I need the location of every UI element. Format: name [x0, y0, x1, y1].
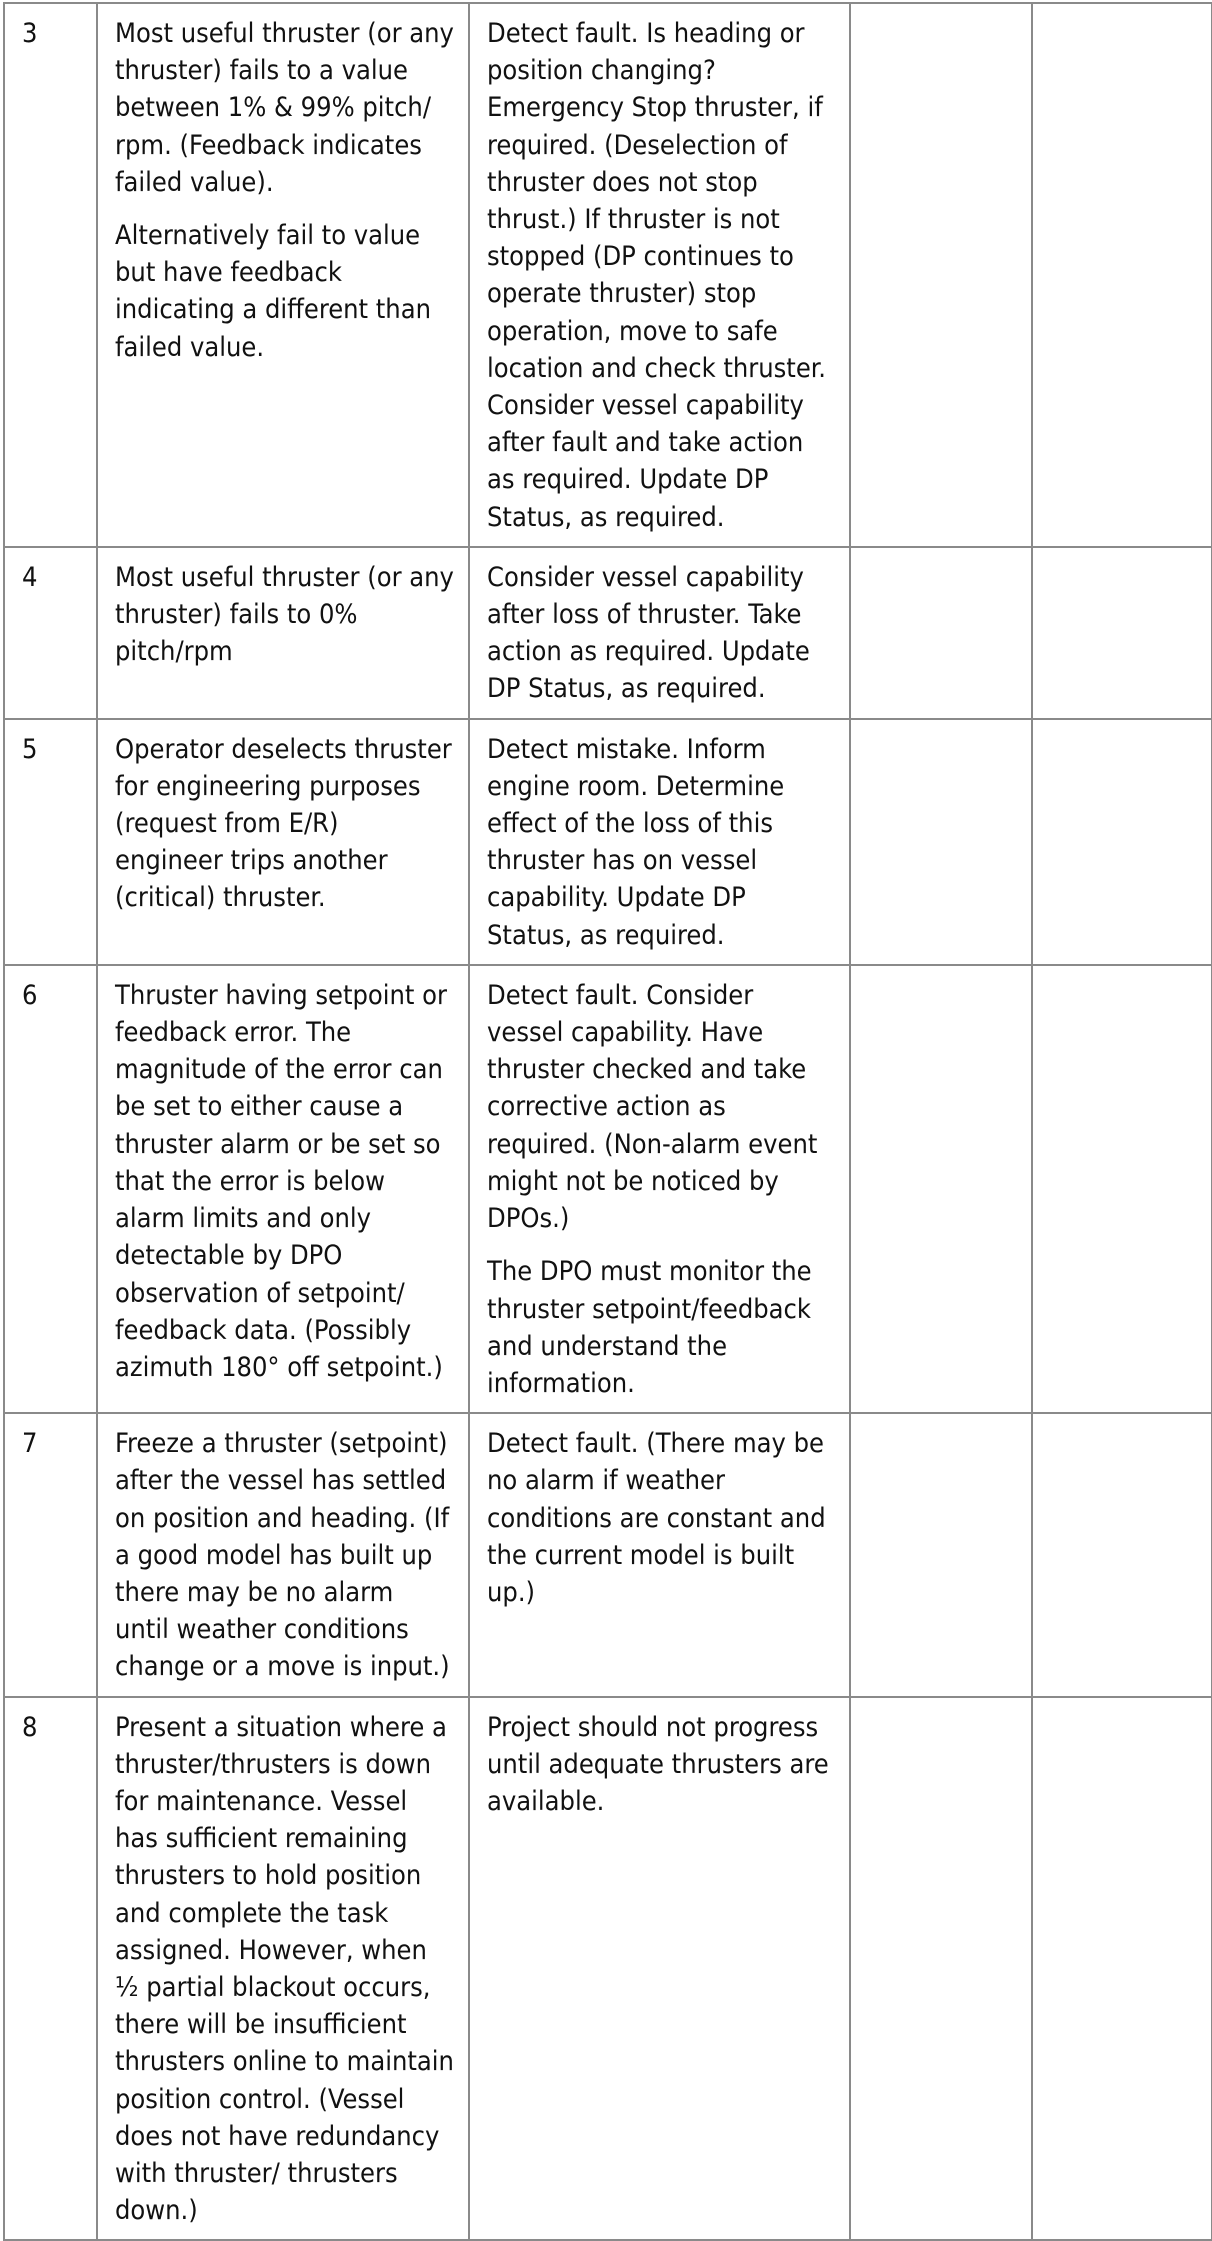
expected-action [469, 3, 850, 547]
table-row [4, 1413, 1212, 1696]
action-paragraph: Detect fault. Is heading or position changing? Emergency Stop thruster, if required. (Deselection of thruster does not stop thrust.) If thruster is not stopped (DP continues to operate thruster) stop operation, move to safe location and check thruster. Consider vessel capability after fault and take action as required. Update DP Status, as required. [487, 18, 826, 533]
description-paragraph: Freeze a thruster (setpoint) after the vessel has settled on position and heading. (If a good model has built up there may be no alarm until weather conditions change or a move is input.) [115, 1428, 450, 1683]
table-row [4, 719, 1212, 965]
empty-cell [1032, 719, 1212, 965]
description-paragraph: Alternatively fail to value but have feedback indicating a different than failed value. [115, 220, 431, 363]
empty-cell [1032, 547, 1212, 719]
action-paragraph: Detect fault. (There may be no alarm if weather conditions are constant and the current model is built up.) [487, 1428, 826, 1608]
action-paragraph: Detect fault. Consider vessel capability. Have thruster checked and take corrective action as required. (Non-alarm event might not be noticed by DPOs.) [487, 979, 818, 1235]
empty-cell [1032, 1697, 1212, 2241]
scenario-description [97, 547, 469, 719]
row-number: 7 [4, 1413, 97, 1696]
empty-cell [1032, 1413, 1212, 1696]
table-row [4, 1697, 1212, 2241]
scenario-description [97, 1413, 469, 1696]
expected-action [469, 1413, 850, 1696]
row-number: 3 [4, 3, 97, 547]
row-number: 4 [4, 547, 97, 719]
row-number: 5 [4, 719, 97, 965]
empty-cell [850, 965, 1032, 1413]
scenario-description [97, 1697, 469, 2241]
empty-cell [1032, 3, 1212, 547]
empty-cell [850, 547, 1032, 719]
table-row [4, 965, 1212, 1413]
scenario-description [97, 719, 469, 965]
description-paragraph: Thruster having setpoint or feedback error. The magnitude of the error can be set to either cause a thruster alarm or be set so that the error is below alarm limits and only detectable by DPO observation of setpoint/ feedback data. (Possibly azimuth 180° off setpoint.) [115, 979, 447, 1383]
action-paragraph: Consider vessel capability after loss of thruster. Take action as required. Update DP Status, as required. [487, 561, 810, 705]
description-paragraph: Present a situation where a thruster/thrusters is down for maintenance. Vessel has sufficient remaining thrusters to hold position and complete the task assigned. However, when ½ partial blackout occurs, there will be insufficient thrusters online to maintain position control. (Vessel does not have redundancy with thruster/ thrusters down.) [115, 1711, 454, 2227]
expected-action [469, 547, 850, 719]
action-paragraph: Detect mistake. Inform engine room. Determine effect of the loss of this thruster has on vessel capability. Update DP Status, as required. [487, 733, 785, 951]
drill-table [3, 2, 1212, 2241]
scenario-description [97, 965, 469, 1413]
expected-action [469, 1697, 850, 2241]
scenario-description [97, 3, 469, 547]
description-paragraph: Most useful thruster (or any thruster) fails to a value between 1% & 99% pitch/ rpm. (Feedback indicates failed value). [115, 18, 454, 198]
row-number: 6 [4, 965, 97, 1413]
expected-action [469, 719, 850, 965]
expected-action [469, 965, 850, 1413]
empty-cell [850, 1413, 1032, 1696]
empty-cell [850, 3, 1032, 547]
action-paragraph: The DPO must monitor the thruster setpoint/feedback and understand the information. [487, 1256, 812, 1399]
table-row [4, 547, 1212, 719]
empty-cell [850, 719, 1032, 965]
table-row [4, 3, 1212, 547]
action-paragraph: Project should not progress until adequate thrusters are available. [487, 1711, 829, 1817]
description-paragraph: Most useful thruster (or any thruster) fails to 0% pitch/rpm [115, 561, 454, 668]
empty-cell [850, 1697, 1032, 2241]
row-number: 8 [4, 1697, 97, 2241]
description-paragraph: Operator deselects thruster for engineering purposes (request from E/R) engineer trips another (critical) thruster. [115, 733, 452, 914]
empty-cell [1032, 965, 1212, 1413]
